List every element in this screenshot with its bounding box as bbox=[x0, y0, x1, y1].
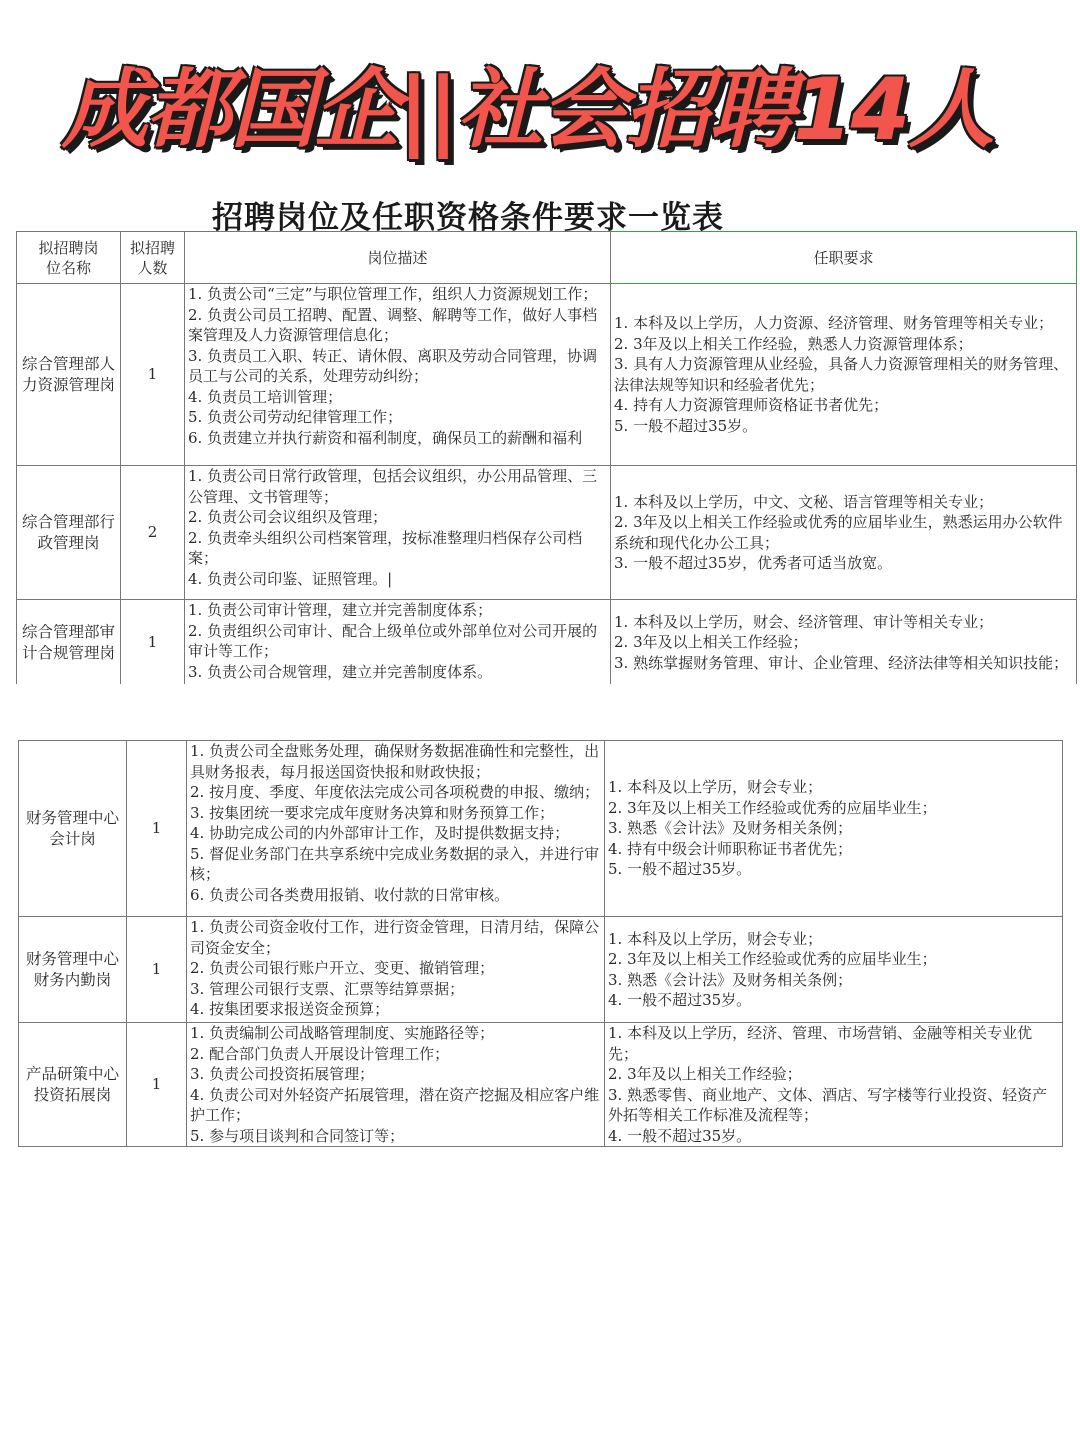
row-desc: 1. 负责公司资金收付工作，进行资金管理，日清月结，保障公司资金安全； 2. 负责公司银行账户开立、变更、撤销管理； 3. 管理公司银行支票、汇票等结算票据； 4. 按集团要求报送资金预算； bbox=[187, 917, 605, 1023]
table-row bbox=[19, 741, 1063, 917]
row-req: 1. 本科及以上学历，经济、管理、市场营销、金融等相关专业优先； 2. 3年及以上相关工作经验； 3. 熟悉零售、商业地产、文体、酒店、写字楼等行业投资、轻资产外拓等相关工作标准及流程等； 4. 一般不超过35岁。 bbox=[605, 1023, 1063, 1147]
row-name: 综合管理部行政管理岗 bbox=[17, 466, 121, 600]
table-header-row bbox=[17, 232, 1077, 284]
row-name: 财务管理中心财务内勤岗 bbox=[19, 917, 127, 1023]
row-count: 2 bbox=[121, 466, 185, 600]
row-req: 1. 本科及以上学历，财会专业； 2. 3年及以上相关工作经验或优秀的应届毕业生； 3. 熟悉《会计法》及财务相关条例； 4. 持有中级会计师职称证书者优先； 5. 一般不超过35岁。 bbox=[605, 741, 1063, 917]
recruitment-table-part1 bbox=[16, 231, 1077, 686]
header-name: 拟招聘岗位名称 bbox=[17, 232, 121, 284]
row-desc: 1. 负责公司“三定”与职位管理工作，组织人力资源规划工作； 2. 负责公司员工招聘、配置、调整、解聘等工作，做好人事档案管理及人力资源管理信息化； 3. 负责员工入职、转正、请休假、离职及劳动合同管理，协调员工与公司的关系，处理劳动纠纷； 4. 负责员工培训管理； 5. 负责公司劳动纪律管理工作； 6. 负责建立并执行薪资和福利制度，确保员工的薪酬和福利 bbox=[185, 284, 611, 466]
sheet-title: 招聘岗位及任职资格条件要求一览表 bbox=[212, 200, 724, 236]
header-req: 任职要求 bbox=[611, 232, 1077, 284]
row-count: 1 bbox=[127, 917, 187, 1023]
row-name: 产品研策中心投资拓展岗 bbox=[19, 1023, 127, 1147]
table-row bbox=[19, 1023, 1063, 1147]
banner-title: 成都国企||社会招聘14人 bbox=[62, 60, 993, 160]
row-req: 1. 本科及以上学历，人力资源、经济管理、财务管理等相关专业； 2. 3年及以上相关工作经验，熟悉人力资源管理体系； 3. 具有人力资源管理从业经验，具备人力资源管理相关的财务管理、法律法规等知识和经验者优先； 4. 持有人力资源管理师资格证书者优先； 5. 一般不超过35岁。 bbox=[611, 284, 1077, 466]
row-count: 1 bbox=[121, 284, 185, 466]
fragment-gap bbox=[0, 684, 1080, 740]
row-desc: 1. 负责编制公司战略管理制度、实施路径等； 2. 配合部门负责人开展设计管理工作； 3. 负责公司投资拓展管理； 4. 负责公司对外轻资产拓展管理，潜在资产挖掘及相应客户维护工作； 5. 参与项目谈判和合同签订等； bbox=[187, 1023, 605, 1147]
row-name: 综合管理部审计合规管理岗 bbox=[17, 600, 121, 686]
header-desc: 岗位描述 bbox=[185, 232, 611, 284]
table-row bbox=[17, 600, 1077, 686]
row-desc: 1. 负责公司审计管理，建立并完善制度体系； 2. 负责组织公司审计、配合上级单位或外部单位对公司开展的审计等工作； 3. 负责公司合规管理，建立并完善制度体系。 bbox=[185, 600, 611, 686]
row-name: 财务管理中心会计岗 bbox=[19, 741, 127, 917]
row-count: 1 bbox=[127, 741, 187, 917]
row-count: 1 bbox=[127, 1023, 187, 1147]
row-req: 1. 本科及以上学历，中文、文秘、语言管理等相关专业； 2. 3年及以上相关工作经验或优秀的应届毕业生，熟悉运用办公软件系统和现代化办公工具； 3. 一般不超过35岁，优秀者可适当放宽。 bbox=[611, 466, 1077, 600]
recruitment-table-part2 bbox=[18, 740, 1063, 1147]
header-count: 拟招聘人数 bbox=[121, 232, 185, 284]
row-req: 1. 本科及以上学历，财会、经济管理、审计等相关专业； 2. 3年及以上相关工作经验； 3. 熟练掌握财务管理、审计、企业管理、经济法律等相关知识技能； bbox=[611, 600, 1077, 686]
row-name: 综合管理部人力资源管理岗 bbox=[17, 284, 121, 466]
table-row bbox=[19, 917, 1063, 1023]
row-desc: 1. 负责公司日常行政管理，包括会议组织，办公用品管理、三公管理、文书管理等； 2. 负责公司会议组织及管理； 2. 负责牵头组织公司档案管理，按标准整理归档保存公司档案； 4. 负责公司印鉴、证照管理。| bbox=[185, 466, 611, 600]
row-count: 1 bbox=[121, 600, 185, 686]
row-req: 1. 本科及以上学历，财会专业； 2. 3年及以上相关工作经验或优秀的应届毕业生； 3. 熟悉《会计法》及财务相关条例； 4. 一般不超过35岁。 bbox=[605, 917, 1063, 1023]
table-row bbox=[17, 284, 1077, 466]
table-row bbox=[17, 466, 1077, 600]
row-desc: 1. 负责公司全盘账务处理，确保财务数据准确性和完整性，出具财务报表，每月报送国资快报和财政快报； 2. 按月度、季度、年度依法完成公司各项税费的申报、缴纳； 3. 按集团统一要求完成年度财务决算和财务预算工作； 4. 协助完成公司的内外部审计工作，及时提供数据支持； 5. 督促业务部门在共享系统中完成业务数据的录入，并进行审核； 6. 负责公司各类费用报销、收付款的日常审核。 bbox=[187, 741, 605, 917]
banner bbox=[0, 40, 1080, 160]
